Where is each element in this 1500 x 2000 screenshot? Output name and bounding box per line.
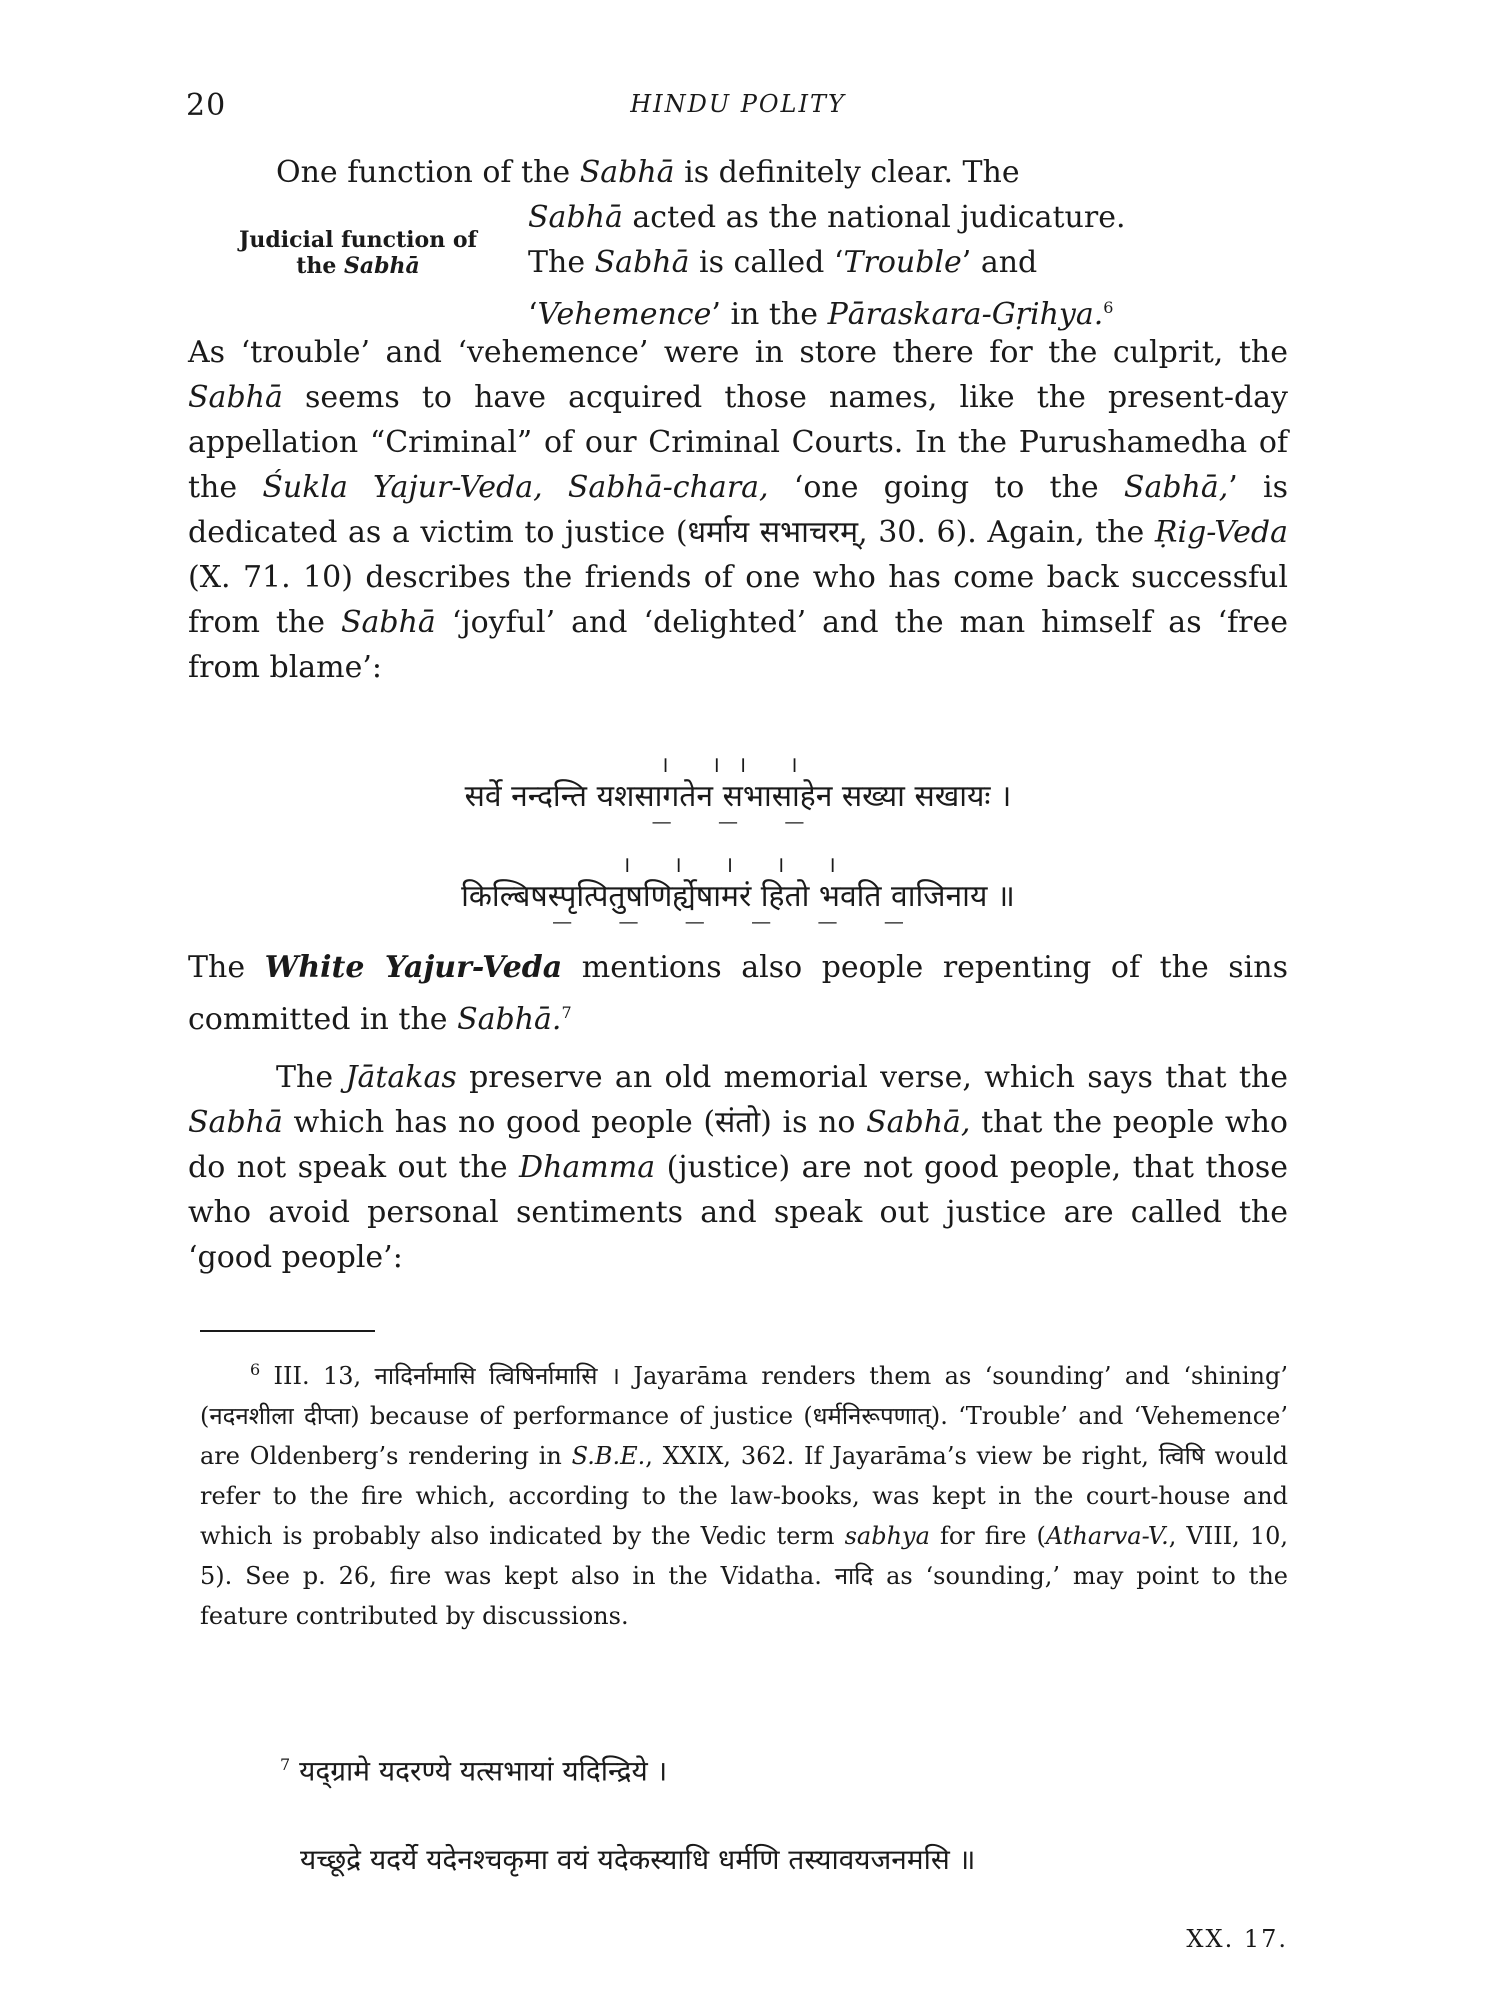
paragraph-1-indented-lines: Sabhā acted as the national judicature. The Sabhā is called ‘Trouble’ and ‘Vehemence’ in the Pāraskara-Gṛihya.$^6$ [528, 200, 1126, 332]
footnote-ref-7: 7 [561, 1003, 572, 1022]
verse-text: सर्वे नन्दन्ति यशसागतेन सभासाहेन सख्या सखायः । [464, 779, 1012, 814]
footnote-7-line-1: $^7$ यद्ग्रामे यदरण्ये यत्सभायां यदिन्द्रिये । [280, 1754, 668, 1788]
page-header [186, 88, 1290, 128]
verse-accent-marks: । ।। । [660, 753, 816, 778]
footnote-7-reference: XX. 17. [1186, 1925, 1288, 1953]
verse-accent-marks: । । । । । [622, 853, 854, 878]
verse-line-1 [188, 753, 1288, 833]
verse-under-marks: — — — — — — [552, 909, 924, 933]
footnote-divider [200, 1330, 375, 1332]
verse-line-2 [188, 853, 1288, 933]
page-number: 20 [186, 88, 227, 123]
paragraph-3: The Jātakas preserve an old memorial verse, which says that the Sabhā which has no good people (संतो) is no Sabhā, that the people who do not speak out the Dhamma (justice) are not good people, that those who avoid personal sentiments and speak out justice are called the ‘good people’: [188, 1060, 1289, 1275]
margin-note: Judicial function of the Sabhā [238, 227, 477, 279]
footnote-7-line-2: यच्छूद्रे यदर्ये यदेनश्चकृमा वयं यदेकस्याधि धर्मणि तस्यावयजनमसि ॥ [300, 1843, 976, 1876]
verse-under-marks: — — — [651, 809, 825, 833]
footnote-ref-6: 6 [1103, 298, 1114, 317]
verse-text: किल्बिषस्पृत्पितुषणिर्ह्येषामरं हितो भवति वाजिनाय ॥ [461, 879, 1015, 914]
running-head: HINDU POLITY [630, 90, 846, 118]
footnote-6: $^6$ III. 13, नादिर्नामासि त्विषिर्नामासि । Jayarāma renders them as ‘sounding’ and ‘shining’ (नदनशीला दीप्ता) because of performance of justice (धर्मनिरूपणात्). ‘Trouble’ and ‘Vehemence’ are Oldenberg’s rendering in S.B.E., XXIX, 362. If Jayarāma’s view be right, त्विषि would refer to the fire which, according to the law-books, was kept in the court-house and which is probably also indicated by the Vedic term sabhya for fire (Atharva-V., VIII, 10, 5). See p. 26, fire was kept also in the Vidatha. नादि as ‘sounding,’ may point to the feature contributed by discussions. [200, 1360, 1289, 1630]
paragraph-1-line-1: One function of the Sabhā is definitely clear. The [276, 155, 1020, 190]
paragraph-2: The White Yajur-Veda mentions also people repenting of the sins committed in the Sabhā.$^7$ [188, 950, 1288, 1037]
paragraph-1-continued: As ‘trouble’ and ‘vehemence’ were in store there for the culprit, the Sabhā seems to have acquired those names, like the present-day appellation “Criminal” of our Criminal Courts. In the Purushamedha of the Śukla Yajur-Veda, Sabhā-chara, ‘one going to the Sabhā,’ is dedicated as a victim to justice (धर्माय सभाचरम्, 30. 6). Again, the Ṛig-Veda (X. 71. 10) describes the friends of one who has come back successful from the Sabhā ‘joyful’ and ‘delighted’ and the man himself as ‘free from blame’: [188, 335, 1289, 685]
